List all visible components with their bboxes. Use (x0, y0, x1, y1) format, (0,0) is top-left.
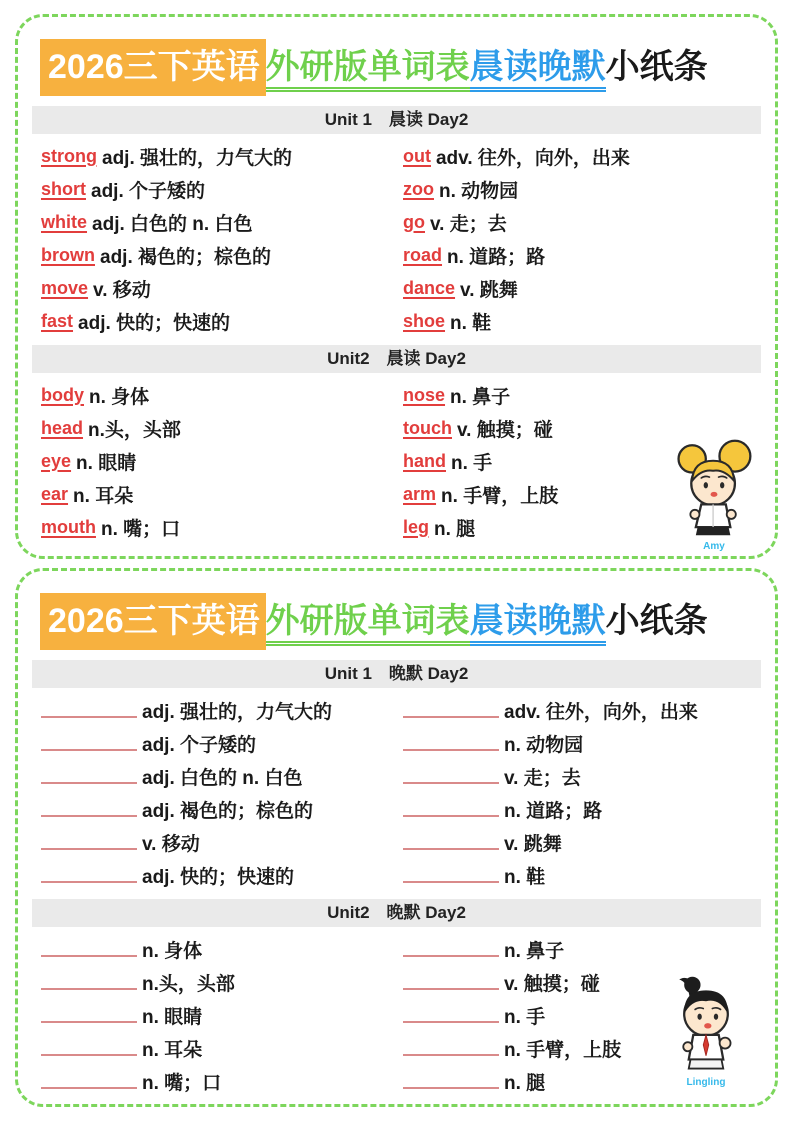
word-column-left (41, 379, 403, 544)
word-row (41, 694, 403, 727)
write-in-blank (403, 1054, 499, 1056)
word-row (403, 206, 759, 239)
write-in-blank (403, 1021, 499, 1023)
english-word: hand (403, 450, 446, 471)
word-row (41, 140, 403, 173)
lingling-caption: Lingling (686, 1077, 726, 1088)
word-definition: n. 身体 (89, 386, 150, 408)
word-definition: adj. 快的；快速的 (78, 312, 231, 334)
word-row (41, 859, 403, 892)
word-definition: n. 手 (504, 1006, 546, 1028)
word-definition: n. 鞋 (450, 312, 492, 334)
write-in-blank (41, 716, 137, 718)
word-row (403, 379, 759, 412)
word-row (41, 305, 403, 338)
word-row (41, 478, 403, 511)
amy-caption: Amy (703, 541, 725, 552)
word-row (41, 826, 403, 859)
word-definition: n. 身体 (142, 940, 203, 962)
word-definition: n. 手 (451, 452, 493, 474)
word-definition: adj. 快的；快速的 (142, 866, 295, 888)
word-definition: n. 耳朵 (142, 1039, 203, 1061)
title-book-name: 外研版单词表 (266, 602, 470, 646)
card-morning-reading (15, 14, 778, 559)
word-row (41, 966, 403, 999)
section-header-unit2-morning: Unit2 晨读 Day2 (32, 345, 761, 373)
word-definition: n. 嘴；口 (142, 1072, 222, 1094)
word-column-left (41, 140, 403, 338)
write-in-blank (41, 749, 137, 751)
word-row (41, 793, 403, 826)
word-definition: adj. 褐色的；棕色的 (100, 246, 272, 268)
title-grade-highlight: 2026三下英语 (40, 593, 266, 650)
word-row (41, 206, 403, 239)
word-grid (34, 933, 759, 1098)
english-word: mouth (41, 516, 96, 537)
word-row (403, 272, 759, 305)
word-definition: n. 动物园 (439, 180, 519, 202)
word-definition: n. 眼睛 (142, 1006, 203, 1028)
word-row (403, 173, 759, 206)
word-definition: v. 移动 (93, 279, 151, 301)
english-word: touch (403, 417, 452, 438)
write-in-blank (403, 955, 499, 957)
write-in-blank (403, 716, 499, 718)
word-grid (34, 694, 759, 892)
title-grade-highlight: 2026三下英语 (40, 39, 266, 96)
english-word: head (41, 417, 84, 438)
mascot-lingling (663, 974, 749, 1088)
word-definition: n. 手臂，上肢 (441, 485, 559, 507)
word-definition: n. 动物园 (504, 734, 584, 756)
word-definition: adj. 强壮的，力气大的 (142, 701, 333, 723)
write-in-blank (403, 988, 499, 990)
english-word: eye (41, 450, 72, 471)
title-note: 小纸条 (605, 48, 708, 86)
word-row (403, 305, 759, 338)
word-definition: n. 鞋 (504, 866, 546, 888)
english-word: shoe (403, 310, 446, 331)
word-grid (34, 140, 759, 338)
word-row (41, 272, 403, 305)
word-row (41, 999, 403, 1032)
word-definition: n. 耳朵 (73, 485, 134, 507)
word-row (41, 1032, 403, 1065)
word-column-right (403, 694, 759, 892)
word-definition: v. 触摸；碰 (504, 973, 600, 995)
word-row (403, 933, 759, 966)
english-word: zoo (403, 178, 434, 199)
title-note: 小纸条 (605, 602, 708, 640)
word-definition: n. 鼻子 (450, 386, 511, 408)
card-evening-dictation (15, 568, 778, 1107)
word-column-right (403, 140, 759, 338)
english-word: road (403, 244, 443, 265)
english-word: leg (403, 516, 430, 537)
english-word: out (403, 145, 431, 166)
write-in-blank (403, 848, 499, 850)
word-row (403, 859, 759, 892)
word-row (403, 239, 759, 272)
english-word: nose (403, 384, 446, 405)
word-row (41, 379, 403, 412)
word-definition: n. 鼻子 (504, 940, 565, 962)
word-definition: n.头，头部 (88, 419, 181, 441)
word-row (41, 412, 403, 445)
page-title (40, 593, 759, 650)
english-word: dance (403, 277, 456, 298)
word-definition: n. 嘴；口 (100, 518, 181, 540)
english-word: brown (41, 244, 95, 265)
word-row (41, 727, 403, 760)
write-in-blank (41, 881, 137, 883)
section-header-unit1-evening: Unit 1 晚默 Day2 (32, 660, 761, 688)
word-row (403, 826, 759, 859)
word-grid (34, 379, 759, 544)
word-row (403, 793, 759, 826)
word-definition: adj. 个子矮的 (142, 734, 257, 756)
write-in-blank (41, 848, 137, 850)
word-definition: n.头，头部 (142, 973, 235, 995)
page-title (40, 39, 759, 96)
write-in-blank (41, 988, 137, 990)
section-header-unit1-morning: Unit 1 晨读 Day2 (32, 106, 761, 134)
write-in-blank (41, 955, 137, 957)
english-word: body (41, 384, 84, 405)
amy-girl-illustration (673, 438, 755, 538)
word-definition: v. 走；去 (504, 767, 581, 789)
write-in-blank (41, 1054, 137, 1056)
word-definition: v. 跳舞 (504, 833, 562, 855)
word-definition: n. 腿 (434, 518, 476, 540)
english-word: fast (41, 310, 74, 331)
word-column-left (41, 933, 403, 1098)
word-definition: adj. 褐色的；棕色的 (142, 800, 314, 822)
title-mode-name: 晨读晚默 (470, 602, 606, 646)
english-word: short (41, 178, 86, 199)
word-definition: v. 跳舞 (460, 279, 518, 301)
word-definition: n. 腿 (504, 1072, 546, 1094)
mascot-amy (673, 438, 755, 552)
word-row (403, 727, 759, 760)
word-definition: n. 道路；路 (504, 800, 603, 822)
english-word: move (41, 277, 89, 298)
word-column-left (41, 694, 403, 892)
word-definition: n. 道路；路 (447, 246, 546, 268)
english-word: white (41, 211, 88, 232)
write-in-blank (403, 815, 499, 817)
word-definition: adj. 白色的 n. 白色 (142, 767, 303, 789)
lingling-girl-illustration (663, 974, 749, 1074)
write-in-blank (403, 782, 499, 784)
english-word: strong (41, 145, 97, 166)
english-word: ear (41, 483, 69, 504)
word-definition: adv. 往外，向外，出来 (435, 147, 630, 169)
word-row (403, 694, 759, 727)
word-row (41, 239, 403, 272)
write-in-blank (403, 749, 499, 751)
word-definition: n. 眼睛 (76, 452, 137, 474)
word-definition: v. 触摸；碰 (457, 419, 553, 441)
write-in-blank (403, 1087, 499, 1089)
section-header-unit2-evening: Unit2 晚默 Day2 (32, 899, 761, 927)
write-in-blank (403, 881, 499, 883)
word-row (41, 511, 403, 544)
word-definition: adj. 白色的 n. 白色 (92, 213, 253, 235)
word-definition: adj. 个子矮的 (91, 180, 206, 202)
word-row (41, 760, 403, 793)
english-word: arm (403, 483, 437, 504)
write-in-blank (41, 1087, 137, 1089)
word-row (403, 760, 759, 793)
english-word: go (403, 211, 425, 232)
word-row (41, 445, 403, 478)
word-row (403, 140, 759, 173)
write-in-blank (41, 815, 137, 817)
title-book-name: 外研版单词表 (266, 48, 470, 92)
word-definition: adj. 强壮的，力气大的 (102, 147, 293, 169)
write-in-blank (41, 782, 137, 784)
word-definition: n. 手臂，上肢 (504, 1039, 622, 1061)
word-row (41, 933, 403, 966)
word-definition: adv. 往外，向外，出来 (504, 701, 698, 723)
word-row (41, 173, 403, 206)
word-definition: v. 移动 (142, 833, 200, 855)
write-in-blank (41, 1021, 137, 1023)
word-row (41, 1065, 403, 1098)
word-definition: v. 走；去 (430, 213, 507, 235)
title-mode-name: 晨读晚默 (470, 48, 606, 92)
